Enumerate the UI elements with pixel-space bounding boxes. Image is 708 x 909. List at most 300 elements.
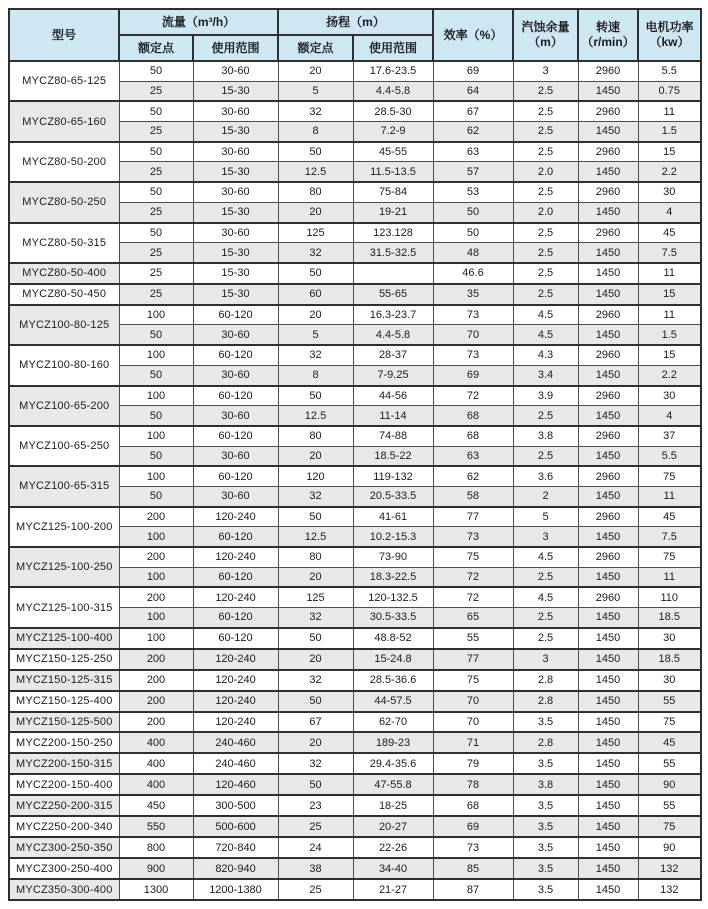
npsh-cell: 3.8 <box>513 774 578 795</box>
npsh-cell: 4.5 <box>513 305 578 325</box>
head-rated-cell: 5 <box>278 81 353 101</box>
head-range-cell: 17.6-23.5 <box>353 61 433 81</box>
flow-range-cell: 60-120 <box>193 305 278 325</box>
table-header <box>9 9 701 61</box>
flow-range-cell: 30-60 <box>193 325 278 345</box>
col-header-npsh-line2: （m） <box>528 35 563 49</box>
npsh-cell: 2.5 <box>513 628 578 649</box>
power-cell: 30 <box>638 670 701 691</box>
flow-range-cell: 120-240 <box>193 649 278 670</box>
efficiency-cell: 78 <box>433 774 513 795</box>
npsh-cell: 2.8 <box>513 732 578 753</box>
head-range-cell: 47-55.8 <box>353 774 433 795</box>
power-cell: 15 <box>638 345 701 365</box>
flow-rated-cell: 100 <box>119 345 193 365</box>
power-cell: 75 <box>638 712 701 733</box>
power-cell: 2.2 <box>638 365 701 385</box>
power-cell: 110 <box>638 587 701 607</box>
efficiency-cell: 77 <box>433 649 513 670</box>
head-rated-cell: 50 <box>278 628 353 649</box>
power-cell: 45 <box>638 732 701 753</box>
efficiency-cell: 75 <box>433 670 513 691</box>
speed-cell: 2960 <box>578 426 638 446</box>
efficiency-cell: 63 <box>433 142 513 162</box>
efficiency-cell: 73 <box>433 305 513 325</box>
npsh-cell: 2.5 <box>513 223 578 243</box>
flow-rated-cell: 25 <box>119 243 193 263</box>
efficiency-cell: 73 <box>433 345 513 365</box>
efficiency-cell: 50 <box>433 202 513 222</box>
efficiency-cell: 69 <box>433 816 513 837</box>
npsh-cell: 2.8 <box>513 670 578 691</box>
table-row <box>9 101 701 121</box>
head-rated-cell: 32 <box>278 101 353 121</box>
model-cell: MYCZ250-200-315 <box>9 795 119 816</box>
power-cell: 0.75 <box>638 81 701 101</box>
efficiency-cell: 69 <box>433 365 513 385</box>
npsh-cell: 3.8 <box>513 426 578 446</box>
efficiency-cell: 69 <box>433 61 513 81</box>
model-cell: MYCZ125-100-200 <box>9 507 119 547</box>
npsh-cell: 3.5 <box>513 795 578 816</box>
flow-rated-cell: 100 <box>119 466 193 486</box>
head-rated-cell: 5 <box>278 325 353 345</box>
npsh-cell: 3.5 <box>513 816 578 837</box>
col-header-npsh <box>513 9 578 61</box>
flow-rated-cell: 200 <box>119 547 193 567</box>
speed-cell: 2960 <box>578 547 638 567</box>
flow-range-cell: 120-240 <box>193 587 278 607</box>
speed-cell: 2960 <box>578 182 638 202</box>
model-cell: MYCZ100-65-200 <box>9 386 119 426</box>
model-cell: MYCZ100-65-315 <box>9 466 119 506</box>
head-rated-cell: 32 <box>278 345 353 365</box>
power-cell: 7.5 <box>638 527 701 547</box>
power-cell: 5.5 <box>638 61 701 81</box>
head-rated-cell: 120 <box>278 466 353 486</box>
model-cell: MYCZ80-50-250 <box>9 182 119 222</box>
table-row <box>9 547 701 567</box>
flow-rated-cell: 50 <box>119 325 193 345</box>
head-rated-cell: 32 <box>278 608 353 628</box>
flow-rated-cell: 25 <box>119 81 193 101</box>
npsh-cell: 3.6 <box>513 466 578 486</box>
head-range-cell: 55-65 <box>353 284 433 305</box>
efficiency-cell: 68 <box>433 795 513 816</box>
speed-cell: 1450 <box>578 202 638 222</box>
head-rated-cell: 50 <box>278 691 353 712</box>
table-row <box>9 628 701 649</box>
model-cell: MYCZ200-150-315 <box>9 753 119 774</box>
power-cell: 132 <box>638 858 701 879</box>
head-range-cell: 41-61 <box>353 507 433 527</box>
head-range-cell: 11.5-13.5 <box>353 162 433 182</box>
power-cell: 4 <box>638 406 701 426</box>
power-cell: 55 <box>638 795 701 816</box>
power-cell: 11 <box>638 101 701 121</box>
speed-cell: 2960 <box>578 61 638 81</box>
head-range-cell: 73-90 <box>353 547 433 567</box>
speed-cell: 1450 <box>578 162 638 182</box>
flow-rated-cell: 900 <box>119 858 193 879</box>
npsh-cell: 2 <box>513 486 578 506</box>
speed-cell: 1450 <box>578 446 638 466</box>
npsh-cell: 3.5 <box>513 858 578 879</box>
efficiency-cell: 67 <box>433 101 513 121</box>
table-row <box>9 507 701 527</box>
npsh-cell: 2.5 <box>513 446 578 466</box>
flow-range-cell: 240-460 <box>193 753 278 774</box>
flow-rated-cell: 50 <box>119 182 193 202</box>
power-cell: 75 <box>638 466 701 486</box>
flow-range-cell: 500-600 <box>193 816 278 837</box>
flow-range-cell: 15-30 <box>193 202 278 222</box>
head-range-cell: 22-26 <box>353 837 433 858</box>
head-rated-cell: 38 <box>278 858 353 879</box>
efficiency-cell: 53 <box>433 182 513 202</box>
power-cell: 45 <box>638 507 701 527</box>
model-cell: MYCZ125-100-400 <box>9 628 119 649</box>
head-rated-cell: 20 <box>278 305 353 325</box>
npsh-cell: 5 <box>513 507 578 527</box>
speed-cell: 1450 <box>578 567 638 587</box>
power-cell: 45 <box>638 223 701 243</box>
efficiency-cell: 72 <box>433 386 513 406</box>
head-rated-cell: 20 <box>278 446 353 466</box>
npsh-cell: 3 <box>513 649 578 670</box>
flow-rated-cell: 50 <box>119 486 193 506</box>
flow-rated-cell: 50 <box>119 223 193 243</box>
speed-cell: 2960 <box>578 466 638 486</box>
pump-spec-table <box>8 8 702 901</box>
col-subheader-head-range: 使用范围 <box>353 35 433 61</box>
efficiency-cell: 87 <box>433 879 513 900</box>
npsh-cell: 2.5 <box>513 263 578 284</box>
model-cell: MYCZ150-125-250 <box>9 649 119 670</box>
head-range-cell <box>353 263 433 284</box>
model-cell: MYCZ250-200-340 <box>9 816 119 837</box>
model-cell: MYCZ100-80-160 <box>9 345 119 385</box>
head-range-cell: 18-25 <box>353 795 433 816</box>
flow-range-cell: 300-500 <box>193 795 278 816</box>
npsh-cell: 3 <box>513 61 578 81</box>
head-range-cell: 189-23 <box>353 732 433 753</box>
head-rated-cell: 24 <box>278 837 353 858</box>
speed-cell: 1450 <box>578 670 638 691</box>
col-header-speed <box>578 9 638 61</box>
efficiency-cell: 55 <box>433 628 513 649</box>
power-cell: 55 <box>638 753 701 774</box>
power-cell: 11 <box>638 486 701 506</box>
flow-range-cell: 240-460 <box>193 732 278 753</box>
flow-range-cell: 120-240 <box>193 547 278 567</box>
table-row <box>9 879 701 900</box>
head-range-cell: 11-14 <box>353 406 433 426</box>
head-rated-cell: 23 <box>278 795 353 816</box>
efficiency-cell: 62 <box>433 122 513 142</box>
model-cell: MYCZ80-65-160 <box>9 101 119 141</box>
head-rated-cell: 32 <box>278 243 353 263</box>
head-range-cell: 62-70 <box>353 712 433 733</box>
flow-range-cell: 15-30 <box>193 162 278 182</box>
flow-range-cell: 60-120 <box>193 466 278 486</box>
speed-cell: 1450 <box>578 243 638 263</box>
speed-cell: 1450 <box>578 816 638 837</box>
flow-range-cell: 30-60 <box>193 142 278 162</box>
table-row <box>9 426 701 446</box>
flow-rated-cell: 200 <box>119 587 193 607</box>
head-range-cell: 28.5-30 <box>353 101 433 121</box>
model-cell: MYCZ200-150-400 <box>9 774 119 795</box>
npsh-cell: 2.0 <box>513 162 578 182</box>
flow-rated-cell: 1300 <box>119 879 193 900</box>
flow-rated-cell: 100 <box>119 608 193 628</box>
head-rated-cell: 125 <box>278 223 353 243</box>
npsh-cell: 2.5 <box>513 122 578 142</box>
head-rated-cell: 25 <box>278 816 353 837</box>
head-rated-cell: 20 <box>278 649 353 670</box>
model-cell: MYCZ300-250-350 <box>9 837 119 858</box>
table-row <box>9 816 701 837</box>
model-cell: MYCZ150-125-400 <box>9 691 119 712</box>
speed-cell: 1450 <box>578 879 638 900</box>
col-header-npsh-line1: 汽蚀余量 <box>521 20 570 34</box>
flow-range-cell: 120-460 <box>193 774 278 795</box>
npsh-cell: 2.5 <box>513 608 578 628</box>
power-cell: 37 <box>638 426 701 446</box>
flow-range-cell: 30-60 <box>193 365 278 385</box>
flow-range-cell: 30-60 <box>193 223 278 243</box>
efficiency-cell: 65 <box>433 608 513 628</box>
efficiency-cell: 71 <box>433 732 513 753</box>
flow-range-cell: 30-60 <box>193 61 278 81</box>
col-subheader-flow-rated: 额定点 <box>119 35 193 61</box>
table-row <box>9 691 701 712</box>
power-cell: 55 <box>638 691 701 712</box>
power-cell: 90 <box>638 774 701 795</box>
power-cell: 5.5 <box>638 446 701 466</box>
power-cell: 90 <box>638 837 701 858</box>
head-rated-cell: 50 <box>278 263 353 284</box>
head-range-cell: 28.5-36.6 <box>353 670 433 691</box>
flow-range-cell: 30-60 <box>193 406 278 426</box>
speed-cell: 1450 <box>578 837 638 858</box>
flow-range-cell: 720-840 <box>193 837 278 858</box>
speed-cell: 1450 <box>578 774 638 795</box>
table-row <box>9 223 701 243</box>
head-range-cell: 29.4-35.6 <box>353 753 433 774</box>
efficiency-cell: 48 <box>433 243 513 263</box>
flow-rated-cell: 100 <box>119 527 193 547</box>
npsh-cell: 2.8 <box>513 691 578 712</box>
model-cell: MYCZ300-250-400 <box>9 858 119 879</box>
head-rated-cell: 8 <box>278 122 353 142</box>
head-rated-cell: 20 <box>278 732 353 753</box>
head-range-cell: 4.4-5.8 <box>353 325 433 345</box>
power-cell: 18.5 <box>638 649 701 670</box>
flow-rated-cell: 450 <box>119 795 193 816</box>
head-range-cell: 28-37 <box>353 345 433 365</box>
efficiency-cell: 46.6 <box>433 263 513 284</box>
efficiency-cell: 63 <box>433 446 513 466</box>
npsh-cell: 4.5 <box>513 547 578 567</box>
table-row <box>9 795 701 816</box>
model-cell: MYCZ150-125-315 <box>9 670 119 691</box>
power-cell: 1.5 <box>638 325 701 345</box>
col-header-head: 扬程（m） <box>278 9 433 35</box>
table-row <box>9 142 701 162</box>
col-header-power <box>638 9 701 61</box>
head-range-cell: 16.3-23.7 <box>353 305 433 325</box>
efficiency-cell: 57 <box>433 162 513 182</box>
flow-range-cell: 30-60 <box>193 486 278 506</box>
head-rated-cell: 50 <box>278 142 353 162</box>
power-cell: 15 <box>638 142 701 162</box>
power-cell: 75 <box>638 547 701 567</box>
efficiency-cell: 62 <box>433 466 513 486</box>
table-row <box>9 61 701 81</box>
efficiency-cell: 79 <box>433 753 513 774</box>
head-range-cell: 10.2-15.3 <box>353 527 433 547</box>
speed-cell: 1450 <box>578 608 638 628</box>
table-row <box>9 712 701 733</box>
head-range-cell: 15-24.8 <box>353 649 433 670</box>
speed-cell: 2960 <box>578 507 638 527</box>
head-range-cell: 4.4-5.8 <box>353 81 433 101</box>
npsh-cell: 2.5 <box>513 567 578 587</box>
col-subheader-flow-range: 使用范围 <box>193 35 278 61</box>
col-subheader-head-rated: 额定点 <box>278 35 353 61</box>
flow-range-cell: 30-60 <box>193 101 278 121</box>
efficiency-cell: 50 <box>433 223 513 243</box>
power-cell: 30 <box>638 628 701 649</box>
flow-range-cell: 15-30 <box>193 284 278 305</box>
flow-rated-cell: 400 <box>119 753 193 774</box>
flow-rated-cell: 50 <box>119 446 193 466</box>
flow-range-cell: 60-120 <box>193 567 278 587</box>
table-row <box>9 858 701 879</box>
efficiency-cell: 73 <box>433 527 513 547</box>
npsh-cell: 3.5 <box>513 712 578 733</box>
flow-range-cell: 15-30 <box>193 81 278 101</box>
efficiency-cell: 85 <box>433 858 513 879</box>
npsh-cell: 2.5 <box>513 182 578 202</box>
npsh-cell: 2.5 <box>513 81 578 101</box>
flow-range-cell: 1200-1380 <box>193 879 278 900</box>
model-cell: MYCZ80-50-450 <box>9 284 119 305</box>
head-range-cell: 18.5-22 <box>353 446 433 466</box>
speed-cell: 1450 <box>578 486 638 506</box>
col-header-power-line2: （kw） <box>649 35 690 49</box>
head-rated-cell: 80 <box>278 547 353 567</box>
speed-cell: 2960 <box>578 345 638 365</box>
speed-cell: 2960 <box>578 305 638 325</box>
model-cell: MYCZ80-50-400 <box>9 263 119 284</box>
power-cell: 18.5 <box>638 608 701 628</box>
table-row <box>9 732 701 753</box>
table-row <box>9 753 701 774</box>
flow-range-cell: 120-240 <box>193 670 278 691</box>
efficiency-cell: 72 <box>433 567 513 587</box>
model-cell: MYCZ150-125-500 <box>9 712 119 733</box>
speed-cell: 2960 <box>578 223 638 243</box>
flow-range-cell: 60-120 <box>193 426 278 446</box>
table-body <box>9 61 701 900</box>
speed-cell: 2960 <box>578 101 638 121</box>
table-row <box>9 466 701 486</box>
model-cell: MYCZ100-65-250 <box>9 426 119 466</box>
speed-cell: 2960 <box>578 142 638 162</box>
efficiency-cell: 75 <box>433 547 513 567</box>
flow-rated-cell: 400 <box>119 732 193 753</box>
head-range-cell: 75-84 <box>353 182 433 202</box>
flow-range-cell: 30-60 <box>193 446 278 466</box>
head-rated-cell: 50 <box>278 386 353 406</box>
flow-rated-cell: 25 <box>119 284 193 305</box>
flow-rated-cell: 100 <box>119 567 193 587</box>
head-rated-cell: 80 <box>278 426 353 446</box>
head-range-cell: 34-40 <box>353 858 433 879</box>
flow-range-cell: 60-120 <box>193 628 278 649</box>
table-row <box>9 386 701 406</box>
model-cell: MYCZ350-300-400 <box>9 879 119 900</box>
power-cell: 15 <box>638 284 701 305</box>
speed-cell: 1450 <box>578 628 638 649</box>
flow-rated-cell: 400 <box>119 774 193 795</box>
head-rated-cell: 20 <box>278 567 353 587</box>
speed-cell: 1450 <box>578 858 638 879</box>
flow-range-cell: 60-120 <box>193 527 278 547</box>
npsh-cell: 3.4 <box>513 365 578 385</box>
npsh-cell: 2.5 <box>513 101 578 121</box>
col-header-power-line1: 电机功率 <box>645 20 694 34</box>
head-rated-cell: 12.5 <box>278 527 353 547</box>
head-range-cell: 20.5-33.5 <box>353 486 433 506</box>
npsh-cell: 2.5 <box>513 406 578 426</box>
flow-range-cell: 60-120 <box>193 608 278 628</box>
head-rated-cell: 32 <box>278 670 353 691</box>
flow-range-cell: 15-30 <box>193 122 278 142</box>
efficiency-cell: 70 <box>433 691 513 712</box>
power-cell: 11 <box>638 305 701 325</box>
table-row <box>9 284 701 305</box>
flow-rated-cell: 50 <box>119 101 193 121</box>
flow-range-cell: 120-240 <box>193 507 278 527</box>
flow-rated-cell: 100 <box>119 386 193 406</box>
table-row <box>9 670 701 691</box>
npsh-cell: 4.5 <box>513 325 578 345</box>
model-cell: MYCZ80-50-315 <box>9 223 119 263</box>
speed-cell: 1450 <box>578 649 638 670</box>
head-rated-cell: 8 <box>278 365 353 385</box>
head-rated-cell: 20 <box>278 202 353 222</box>
flow-rated-cell: 25 <box>119 263 193 284</box>
speed-cell: 1450 <box>578 284 638 305</box>
speed-cell: 2960 <box>578 587 638 607</box>
power-cell: 132 <box>638 879 701 900</box>
head-rated-cell: 50 <box>278 507 353 527</box>
flow-range-cell: 120-240 <box>193 691 278 712</box>
efficiency-cell: 64 <box>433 81 513 101</box>
table-row <box>9 345 701 365</box>
head-rated-cell: 80 <box>278 182 353 202</box>
npsh-cell: 3.5 <box>513 879 578 900</box>
speed-cell: 1450 <box>578 406 638 426</box>
speed-cell: 1450 <box>578 263 638 284</box>
head-range-cell: 120-132.5 <box>353 587 433 607</box>
head-rated-cell: 32 <box>278 753 353 774</box>
efficiency-cell: 70 <box>433 325 513 345</box>
